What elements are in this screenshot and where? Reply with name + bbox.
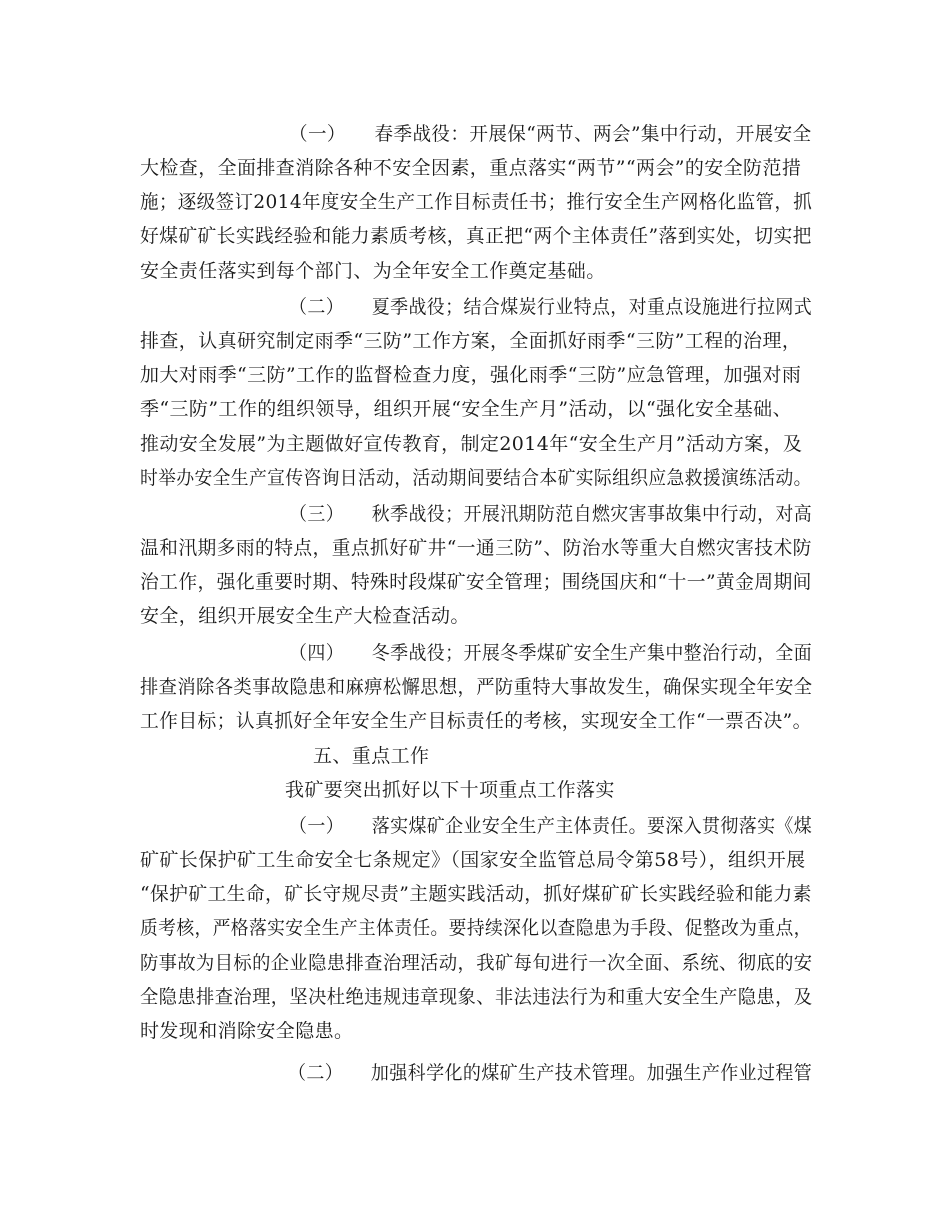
paragraph-line: 时举办安全生产宣传咨询日活动，活动期间要结合本矿实际组织应急救援演练活动。 [140,467,812,489]
paragraph-line: 防事故为目标的企业隐患排查治理活动，我矿每旬进行一次全面、系统、彻底的安 [140,952,813,974]
paragraph-line: 治工作，强化重要时期、特殊时段煤矿安全管理；围绕国庆和“十一”黄金周期间 [140,571,812,593]
paragraph-line: 安全，组织开展安全生产大检查活动。 [140,605,470,627]
section-intro: 我矿要突出抓好以下十项重点工作落实 [285,779,615,801]
paragraph-line: （二） 加强科学化的煤矿生产技术管理。加强生产作业过程管 [288,1062,813,1084]
paragraph-line: （三） 秋季战役；开展汛期防范自燃灾害事故集中行动，对高 [289,503,813,525]
paragraph-line: 安全责任落实到每个部门、为全年安全工作奠定基础。 [140,260,606,282]
paragraph-line: 全隐患排查治理，坚决杜绝违规违章现象、非法违法行为和重大安全生产隐患，及 [140,986,813,1008]
paragraph-line: （四） 冬季战役；开展冬季煤矿安全生产集中整治行动，全面 [289,642,813,664]
section-heading: 五、重点工作 [313,745,430,767]
paragraph-line: 好煤矿矿长实践经验和能力素质考核，真正把“两个主体责任”落到实处，切实把 [140,225,812,247]
paragraph-line: 时发现和消除安全隐患。 [140,1020,354,1042]
paragraph-line: 温和汛期多雨的特点，重点抓好矿井“一通三防”、防治水等重大自燃灾害技术防 [140,537,812,559]
paragraph-line: 质考核，严格落实安全生产主体责任。要持续深化以查隐患为手段、促整改为重点， [140,917,812,939]
paragraph-line: 矿矿长保护矿工生命安全七条规定》（国家安全监管总局令第58号），组织开展 [140,849,806,871]
paragraph-line: “保护矿工生命，矿长守规尽责”主题实践活动，抓好煤矿矿长实践经验和能力素 [140,883,812,905]
paragraph-line: 工作目标；认真抓好全年安全生产目标责任的考核，实现安全工作“一票否决”。 [140,710,812,732]
paragraph-line: 施；逐级签订2014年度安全生产工作目标责任书；推行安全生产网格化监管，抓 [140,191,813,213]
paragraph-line: 推动安全发展”为主题做好宣传教育，制定2014年“安全生产月”活动方案，及 [140,433,803,455]
paragraph-line: 排查，认真研究制定雨季“三防”工作方案，全面抓好雨季“三防”工程的治理， [140,330,802,352]
paragraph-line: 大检查，全面排查消除各种不安全因素，重点落实“两节”“两会”的安全防范措 [140,157,802,179]
paragraph-line: 季“三防”工作的组织领导，组织开展“安全生产月”活动，以“强化安全基础、 [140,398,792,420]
paragraph-line: （二） 夏季战役；结合煤炭行业特点，对重点设施进行拉网式 [289,296,813,318]
paragraph-line: 排查消除各类事故隐患和麻痹松懈思想，严防重特大事故发生，确保实现全年安全 [140,676,813,698]
paragraph-line: （一） 落实煤矿企业安全生产主体责任。要深入贯彻落实《煤 [289,815,813,837]
paragraph-line: 加大对雨季“三防”工作的监督检查力度，强化雨季“三防”应急管理，加强对雨 [140,364,802,386]
paragraph-line: （一） 春季战役：开展保“两节、两会”集中行动，开展安全 [289,123,812,145]
